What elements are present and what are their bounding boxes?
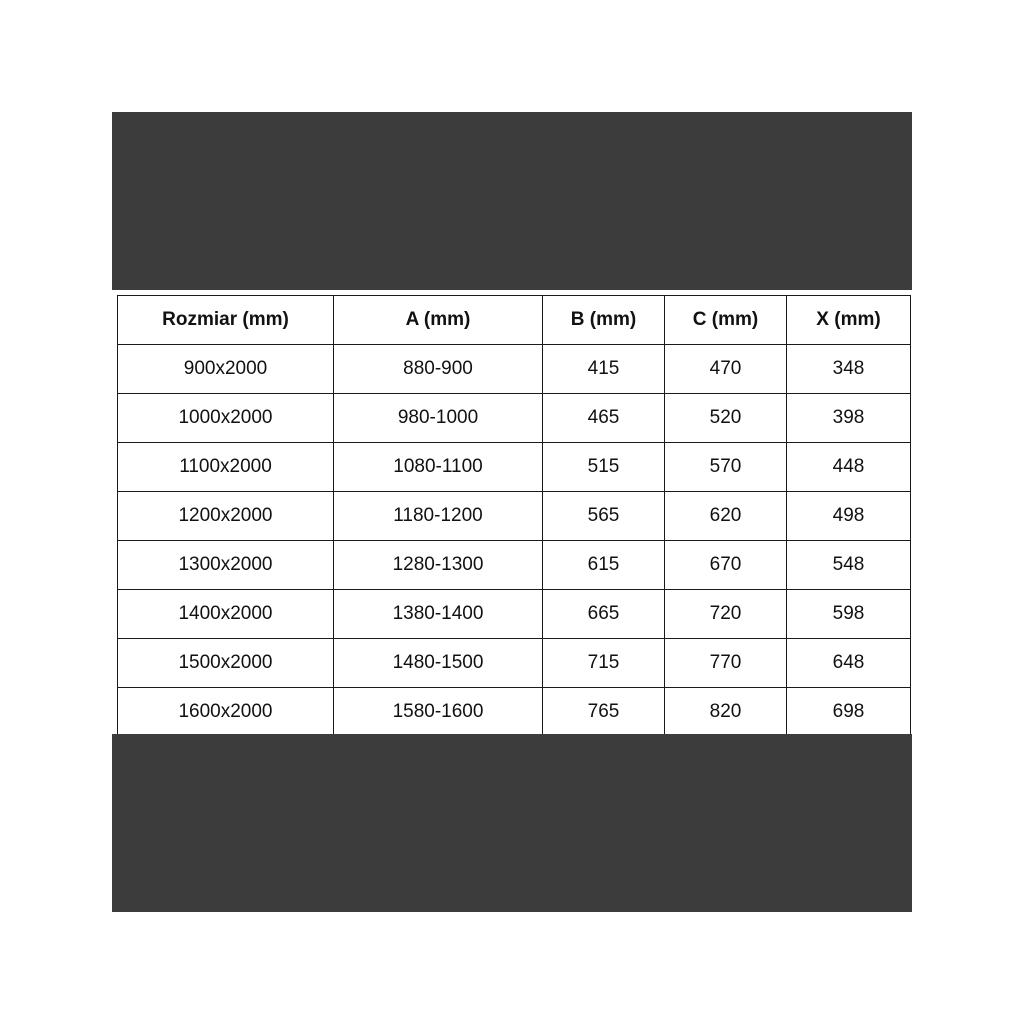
size-table-body [118,345,911,737]
cell-b: 615 [543,541,665,590]
cell-size: 900x2000 [118,345,334,394]
cell-b: 765 [543,688,665,737]
table-row [118,639,911,688]
cell-a: 980-1000 [334,394,543,443]
cell-size: 1600x2000 [118,688,334,737]
cell-b: 465 [543,394,665,443]
cell-x: 348 [787,345,911,394]
cell-b: 665 [543,590,665,639]
cell-c: 820 [665,688,787,737]
cell-a: 1380-1400 [334,590,543,639]
cell-size: 1200x2000 [118,492,334,541]
table-row [118,590,911,639]
size-table [117,295,911,737]
cell-x: 498 [787,492,911,541]
cell-size: 1100x2000 [118,443,334,492]
cell-x: 448 [787,443,911,492]
cell-x: 548 [787,541,911,590]
cell-b: 715 [543,639,665,688]
top-dark-banner [112,112,912,290]
cell-c: 720 [665,590,787,639]
cell-x: 648 [787,639,911,688]
cell-a: 880-900 [334,345,543,394]
cell-size: 1500x2000 [118,639,334,688]
table-row [118,345,911,394]
cell-c: 470 [665,345,787,394]
header-b: B (mm) [543,296,665,345]
table-row [118,492,911,541]
cell-x: 698 [787,688,911,737]
size-table-container [117,295,910,730]
cell-b: 565 [543,492,665,541]
cell-x: 598 [787,590,911,639]
cell-c: 670 [665,541,787,590]
table-row [118,688,911,737]
header-x: X (mm) [787,296,911,345]
cell-c: 520 [665,394,787,443]
cell-size: 1000x2000 [118,394,334,443]
size-table-header [118,296,911,345]
cell-a: 1580-1600 [334,688,543,737]
header-row [118,296,911,345]
table-row [118,394,911,443]
table-row [118,541,911,590]
cell-a: 1280-1300 [334,541,543,590]
cell-b: 415 [543,345,665,394]
cell-c: 570 [665,443,787,492]
table-row [118,443,911,492]
cell-x: 398 [787,394,911,443]
header-c: C (mm) [665,296,787,345]
header-size: Rozmiar (mm) [118,296,334,345]
cell-a: 1480-1500 [334,639,543,688]
cell-size: 1400x2000 [118,590,334,639]
cell-size: 1300x2000 [118,541,334,590]
bottom-dark-banner [112,734,912,912]
cell-a: 1180-1200 [334,492,543,541]
cell-c: 770 [665,639,787,688]
cell-c: 620 [665,492,787,541]
cell-b: 515 [543,443,665,492]
header-a: A (mm) [334,296,543,345]
cell-a: 1080-1100 [334,443,543,492]
